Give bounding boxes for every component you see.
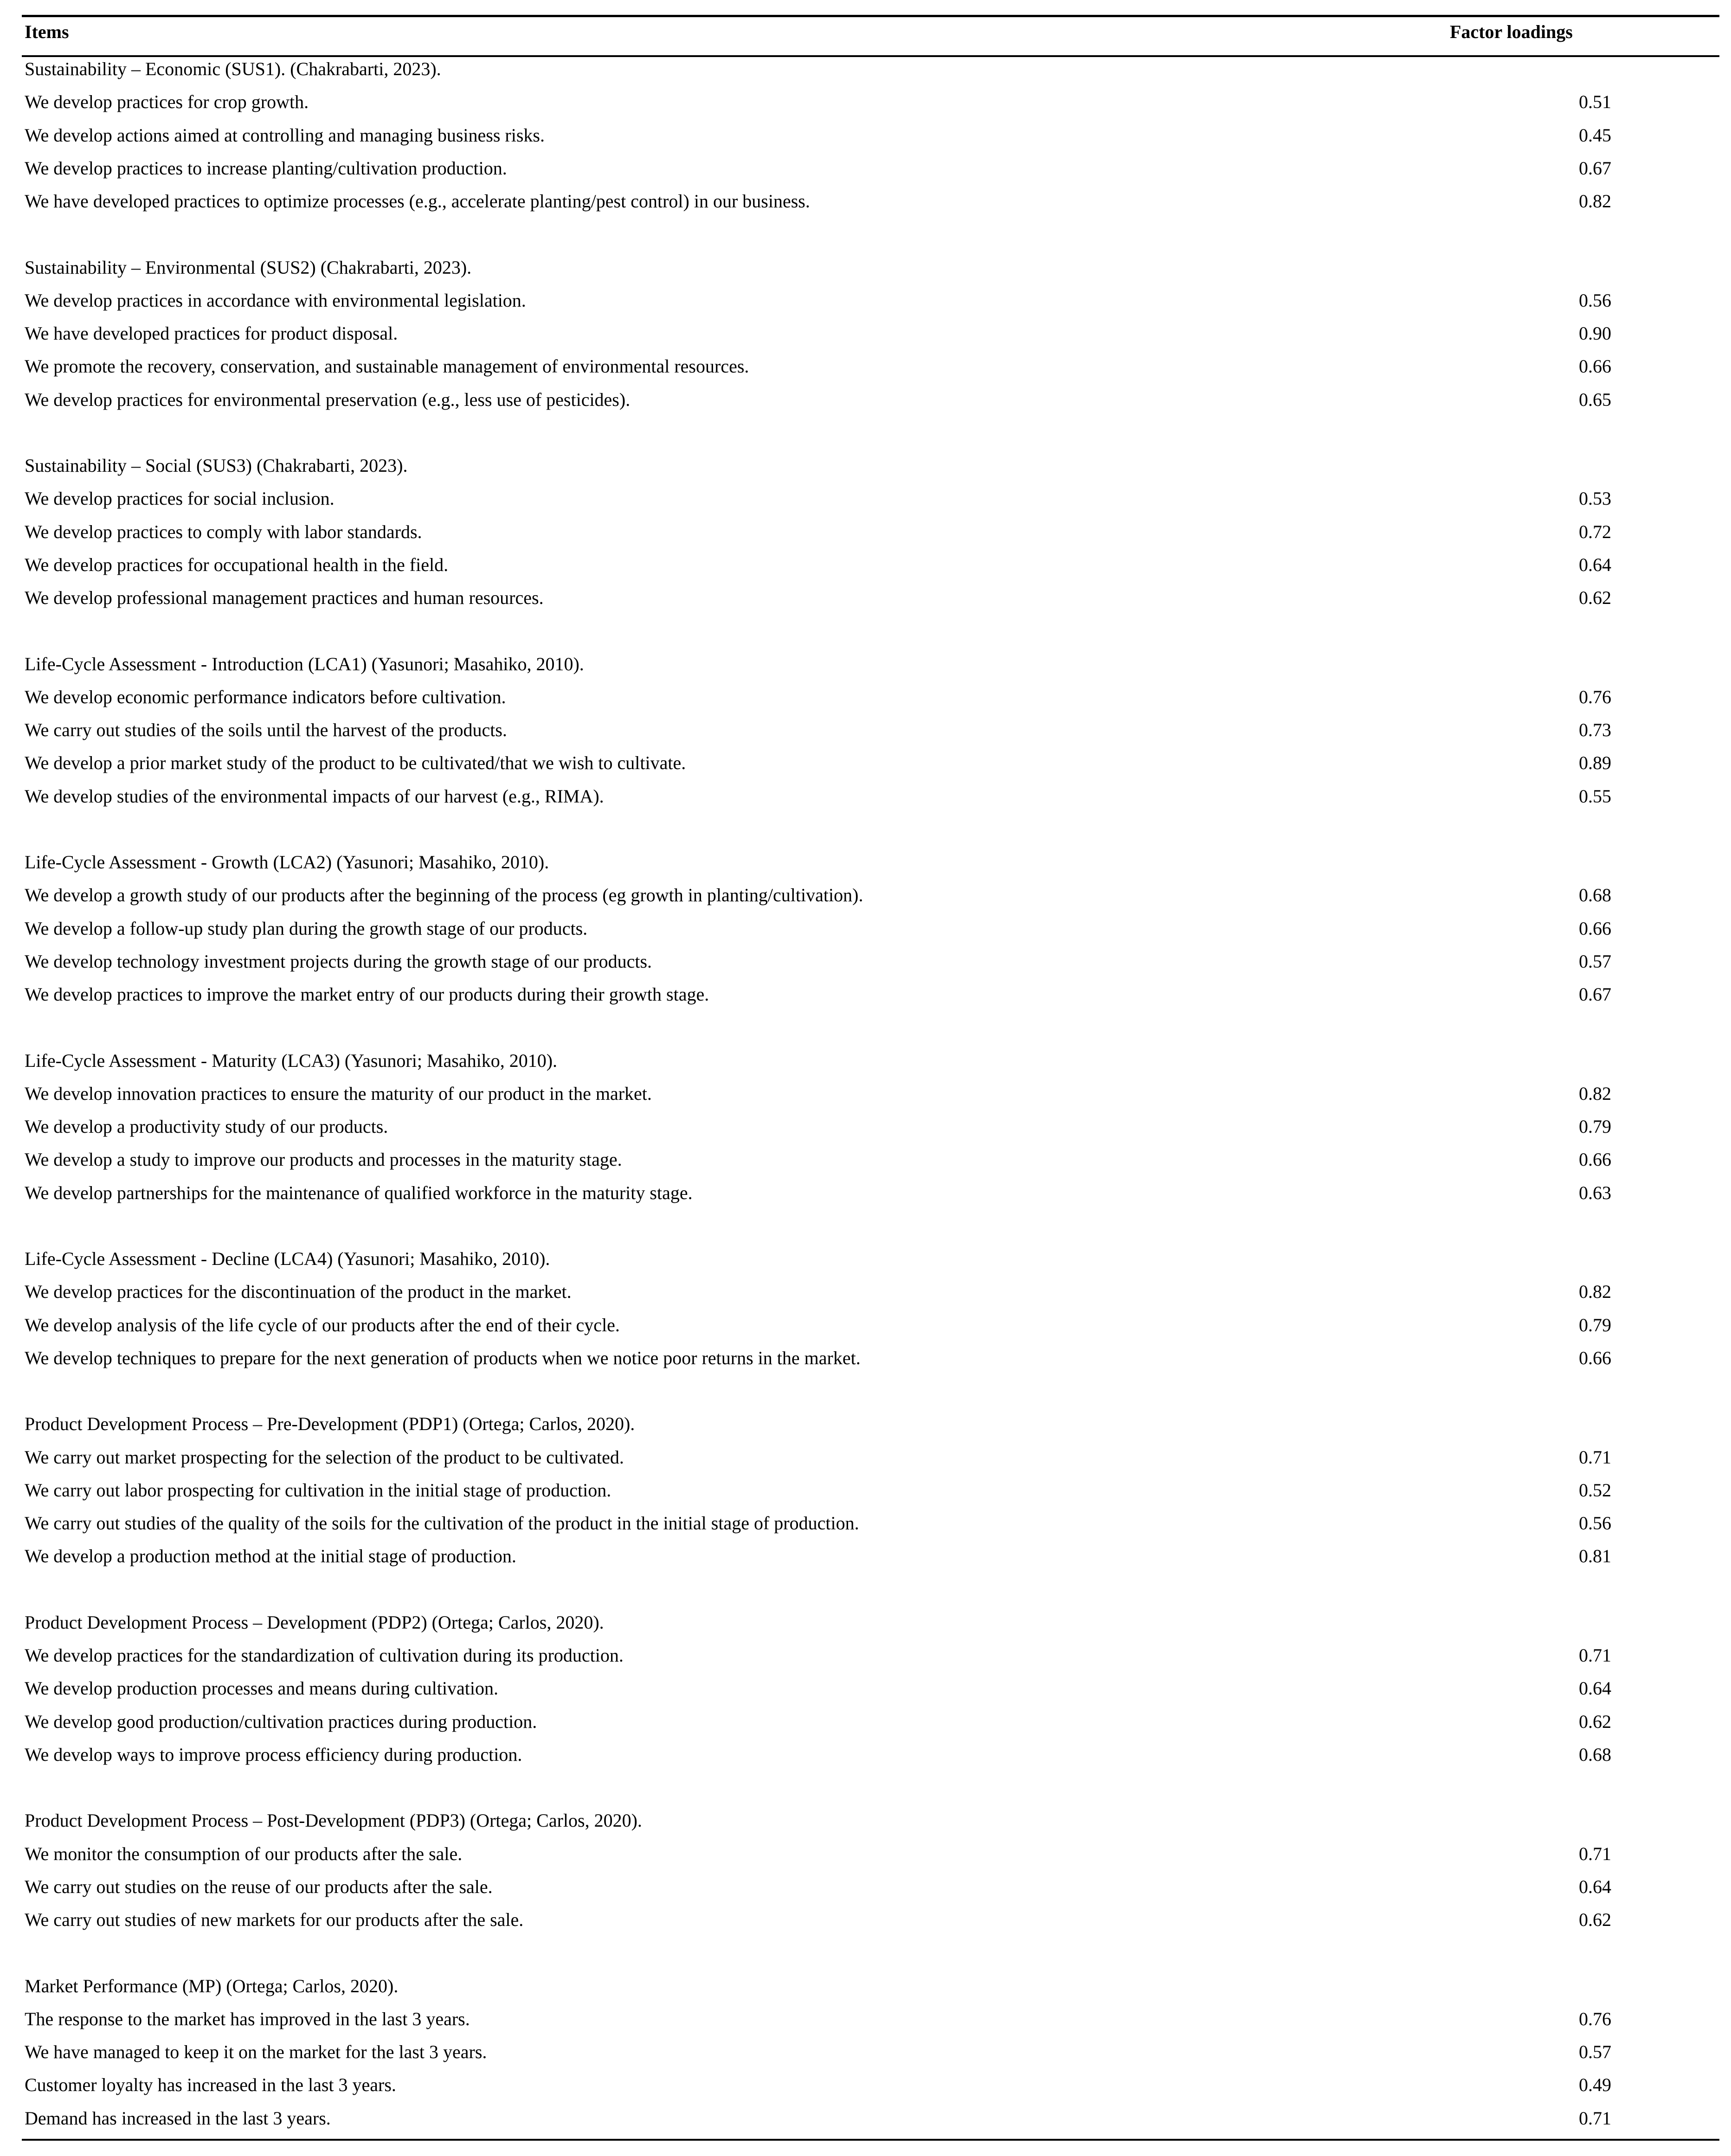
item-text: We develop analysis of the life cycle of our products after the end of their cycle. (25, 1314, 620, 1335)
factor-loading-value: 0.62 (1579, 1909, 1611, 1930)
table-row (0, 317, 1731, 350)
factor-loading-value: 0.90 (1579, 323, 1611, 344)
factor-loading-value: 0.56 (1579, 289, 1611, 311)
factor-loading-value: 0.51 (1579, 91, 1611, 113)
item-text: We have developed practices for product disposal. (25, 323, 398, 344)
item-text: We develop practices to improve the market entry of our products during their growth stage. (25, 984, 709, 1005)
group-spacer (0, 1771, 1731, 1804)
table-row (0, 1639, 1731, 1672)
factor-loading-value: 0.71 (1579, 1843, 1611, 1864)
item-text: We carry out studies on the reuse of our products after the sale. (25, 1876, 493, 1897)
factor-loading-value: 0.66 (1579, 918, 1611, 939)
table-row (0, 1705, 1731, 1738)
factor-loading-value: 0.53 (1579, 488, 1611, 509)
item-text: We develop good production/cultivation practices during production. (25, 1711, 537, 1732)
item-text: We develop technology investment projects during the growth stage of our products. (25, 950, 652, 972)
factor-loading-value: 0.82 (1579, 1083, 1611, 1104)
factor-loading-value: 0.64 (1579, 1678, 1611, 1699)
factor-loading-value: 0.76 (1579, 686, 1611, 707)
group-header-row (0, 1407, 1731, 1440)
item-text: We have developed practices to optimize processes (e.g., accelerate planting/pest control) in our business. (25, 191, 810, 212)
item-text: We promote the recovery, conservation, and sustainable management of environmental resources. (25, 356, 749, 377)
table-row (0, 912, 1731, 945)
item-text: We develop techniques to prepare for the next generation of products when we notice poor returns in the market. (25, 1347, 861, 1368)
item-text: We develop a production method at the initial stage of production. (25, 1546, 516, 1567)
table-row (0, 1441, 1731, 1474)
group-title: Market Performance (MP) (Ortega; Carlos, 2020). (25, 1975, 399, 1996)
item-text: We develop production processes and means during cultivation. (25, 1678, 498, 1699)
factor-loading-value: 0.67 (1579, 984, 1611, 1005)
group-header-row (0, 52, 1731, 85)
factor-loading-value: 0.52 (1579, 1479, 1611, 1501)
group-spacer (0, 218, 1731, 250)
factor-loading-value: 0.68 (1579, 885, 1611, 906)
table-row (0, 1837, 1731, 1870)
item-text: We develop practices for the discontinuation of the product in the market. (25, 1281, 572, 1303)
group-spacer (0, 813, 1731, 846)
group-title: Life-Cycle Assessment - Introduction (LCA1) (Yasunori; Masahiko, 2010). (25, 653, 584, 674)
table-row (0, 1870, 1731, 1903)
group-title: Sustainability – Social (SUS3) (Chakrabarti, 2023). (25, 455, 408, 476)
table-row (0, 1176, 1731, 1209)
group-header-row (0, 449, 1731, 482)
table-row (0, 1341, 1731, 1374)
factor-loading-value: 0.76 (1579, 2008, 1611, 2029)
item-text: We develop actions aimed at controlling and managing business risks. (25, 124, 545, 146)
item-text: We carry out studies of the soils until the harvest of the products. (25, 719, 507, 740)
factor-loading-value: 0.68 (1579, 1744, 1611, 1765)
item-text: We carry out labor prospecting for cultivation in the initial stage of production. (25, 1479, 611, 1501)
factor-loading-value: 0.66 (1579, 1149, 1611, 1170)
table-row (0, 1903, 1731, 1936)
item-text: Customer loyalty has increased in the last 3 years. (25, 2074, 396, 2096)
table-row (0, 2002, 1731, 2035)
table-row (0, 1672, 1731, 1705)
group-header-row (0, 846, 1731, 879)
column-header-items: Items (25, 21, 69, 42)
item-text: We develop practices to increase planting/cultivation production. (25, 157, 507, 179)
item-text: We develop a growth study of our products after the beginning of the process (eg growth in planting/cultivation). (25, 885, 863, 906)
item-text: We carry out studies of the quality of the soils for the cultivation of the product in the initial stage of production. (25, 1513, 859, 1534)
factor-loading-value: 0.79 (1579, 1116, 1611, 1137)
factor-loading-value: 0.81 (1579, 1546, 1611, 1567)
group-spacer (0, 1209, 1731, 1242)
item-text: We develop studies of the environmental impacts of our harvest (e.g., RIMA). (25, 785, 604, 807)
group-header-row (0, 1606, 1731, 1639)
group-header-row (0, 1242, 1731, 1275)
table-row (0, 350, 1731, 383)
group-title: Life-Cycle Assessment - Maturity (LCA3) (Yasunori; Masahiko, 2010). (25, 1050, 558, 1071)
group-title: Product Development Process – Pre-Development (PDP1) (Ortega; Carlos, 2020). (25, 1413, 635, 1435)
factor-loading-value: 0.82 (1579, 191, 1611, 212)
table-row (0, 978, 1731, 1011)
group-header-row (0, 251, 1731, 284)
group-header-row (0, 1044, 1731, 1077)
factor-loading-value: 0.62 (1579, 587, 1611, 608)
table-row (0, 1309, 1731, 1341)
table-row (0, 1110, 1731, 1143)
group-title: Life-Cycle Assessment - Decline (LCA4) (Yasunori; Masahiko, 2010). (25, 1248, 550, 1269)
factor-loading-value: 0.71 (1579, 1645, 1611, 1666)
group-spacer (0, 416, 1731, 449)
item-text: We develop ways to improve process efficiency during production. (25, 1744, 522, 1765)
group-title: Life-Cycle Assessment - Growth (LCA2) (Yasunori; Masahiko, 2010). (25, 852, 549, 873)
factor-loading-value: 0.64 (1579, 1876, 1611, 1897)
table-row (0, 515, 1731, 548)
item-text: The response to the market has improved in the last 3 years. (25, 2008, 470, 2029)
item-text: We develop a study to improve our products and processes in the maturity stage. (25, 1149, 622, 1170)
table-row (0, 2068, 1731, 2101)
table-row (0, 680, 1731, 713)
item-text: We develop practices to comply with labor standards. (25, 521, 422, 542)
group-spacer (0, 1573, 1731, 1606)
item-text: We carry out market prospecting for the selection of the product to be cultivated. (25, 1446, 624, 1468)
factor-loading-value: 0.55 (1579, 785, 1611, 807)
item-text: We develop practices for environmental preservation (e.g., less use of pesticides). (25, 389, 631, 410)
factor-loading-value: 0.64 (1579, 554, 1611, 575)
item-text: We develop economic performance indicators before cultivation. (25, 686, 506, 707)
table-row (0, 945, 1731, 978)
group-spacer (0, 1011, 1731, 1044)
item-text: We develop a follow-up study plan during the growth stage of our products. (25, 918, 588, 939)
table-header (0, 15, 1731, 48)
factor-loading-value: 0.45 (1579, 124, 1611, 146)
item-text: We develop a productivity study of our products. (25, 1116, 388, 1137)
group-spacer (0, 1936, 1731, 1969)
item-text: We monitor the consumption of our products after the sale. (25, 1843, 463, 1864)
factor-loading-value: 0.71 (1579, 1446, 1611, 1468)
table-row (0, 1275, 1731, 1308)
factor-loading-value: 0.62 (1579, 1711, 1611, 1732)
factor-loading-value: 0.63 (1579, 1182, 1611, 1203)
table-row (0, 2035, 1731, 2068)
table-row (0, 879, 1731, 911)
column-header-factor-loadings: Factor loadings (1450, 21, 1573, 42)
table-row (0, 746, 1731, 779)
factor-loading-value: 0.73 (1579, 719, 1611, 740)
factor-loading-value: 0.57 (1579, 950, 1611, 972)
item-text: We have managed to keep it on the market for the last 3 years. (25, 2041, 487, 2062)
table-row (0, 152, 1731, 185)
table-row (0, 1143, 1731, 1176)
item-text: We develop practices for crop growth. (25, 91, 309, 113)
table-row (0, 284, 1731, 317)
table-row (0, 548, 1731, 581)
group-title: Sustainability – Economic (SUS1). (Chakrabarti, 2023). (25, 58, 441, 79)
factor-loading-value: 0.82 (1579, 1281, 1611, 1303)
table-row (0, 1507, 1731, 1540)
item-text: We develop a prior market study of the product to be cultivated/that we wish to cultivate. (25, 752, 686, 774)
table-row (0, 85, 1731, 118)
table-row (0, 185, 1731, 218)
table-row (0, 581, 1731, 614)
factor-loading-value: 0.49 (1579, 2074, 1611, 2096)
table-row (0, 2102, 1731, 2135)
factor-loading-value: 0.66 (1579, 356, 1611, 377)
factor-loading-value: 0.56 (1579, 1513, 1611, 1534)
factor-loading-value: 0.71 (1579, 2107, 1611, 2129)
factor-loading-value: 0.72 (1579, 521, 1611, 542)
table-body (0, 52, 1731, 2135)
item-text: We carry out studies of new markets for our products after the sale. (25, 1909, 524, 1930)
table-row (0, 119, 1731, 152)
group-spacer (0, 614, 1731, 647)
item-text: We develop professional management practices and human resources. (25, 587, 544, 608)
table-row (0, 482, 1731, 515)
factor-loading-value: 0.67 (1579, 157, 1611, 179)
table-row (0, 1738, 1731, 1771)
group-header-row (0, 1804, 1731, 1837)
table-row (0, 780, 1731, 813)
group-spacer (0, 1374, 1731, 1407)
factor-loading-value: 0.89 (1579, 752, 1611, 774)
factor-loading-value: 0.57 (1579, 2041, 1611, 2062)
item-text: We develop practices in accordance with environmental legislation. (25, 289, 526, 311)
factor-loading-value: 0.65 (1579, 389, 1611, 410)
group-header-row (0, 1970, 1731, 2002)
table-row (0, 1540, 1731, 1572)
table-row (0, 713, 1731, 746)
item-text: We develop practices for the standardization of cultivation during its production. (25, 1645, 624, 1666)
item-text: We develop innovation practices to ensure the maturity of our product in the market. (25, 1083, 652, 1104)
item-text: We develop practices for social inclusion. (25, 488, 335, 509)
item-text: We develop practices for occupational health in the field. (25, 554, 449, 575)
item-text: We develop partnerships for the maintenance of qualified workforce in the maturity stage. (25, 1182, 693, 1203)
group-title: Product Development Process – Development (PDP2) (Ortega; Carlos, 2020). (25, 1611, 604, 1633)
factor-loading-value: 0.66 (1579, 1347, 1611, 1368)
table-row (0, 1077, 1731, 1110)
item-text: Demand has increased in the last 3 years. (25, 2107, 331, 2129)
factor-loading-value: 0.79 (1579, 1314, 1611, 1335)
table-row (0, 383, 1731, 416)
group-header-row (0, 648, 1731, 680)
group-title: Product Development Process – Post-Development (PDP3) (Ortega; Carlos, 2020). (25, 1810, 642, 1831)
group-title: Sustainability – Environmental (SUS2) (Chakrabarti, 2023). (25, 257, 472, 278)
table-row (0, 1474, 1731, 1507)
table-bottom-rule (22, 2139, 1719, 2141)
